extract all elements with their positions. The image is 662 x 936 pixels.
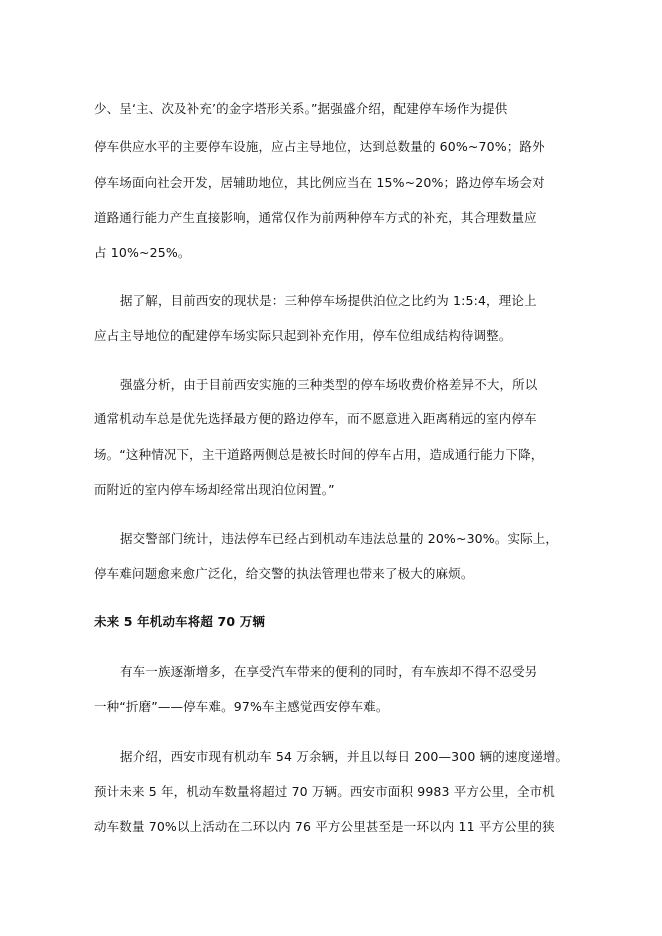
text-line: 强盛分析，由于目前西安实施的三种类型的停车场收费价格差异不大，所以 xyxy=(120,377,538,392)
text-line: 一种“折磨”——停车难。97%车主感觉西安停车难。 xyxy=(94,699,389,714)
text-line: 停车场面向社会开发，居辅助地位，其比例应当在 15%~20%；路边停车场会对 xyxy=(94,175,545,190)
text-line: 动车数量 70%以上活动在二环以内 76 平方公里甚至是一环以内 11 平方公里的狭 xyxy=(94,819,555,834)
text-line: 而附近的室内停车场却经常出现泊位闲置。” xyxy=(94,482,335,497)
text-line: 通常机动车总是优先选择最方便的路边停车，而不愿意进入距离稍远的室内停车 xyxy=(94,411,537,426)
text-line: 有车一族逐渐增多，在享受汽车带来的便利的同时，有车族却不得不忍受另 xyxy=(120,664,538,679)
text-line: 停车难问题愈来愈广泛化，给交警的执法管理也带来了极大的麻烦。 xyxy=(94,566,474,581)
text-line: 少、呈‘主、次及补充’的金字塔形关系。”据强盛介绍，配建停车场作为提供 xyxy=(94,101,508,116)
text-line: 道路通行能力产生直接影响，通常仅作为前两种停车方式的补充，其合理数量应 xyxy=(94,210,537,225)
text-line: 预计未来 5 年，机动车数量将超过 70 万辆。西安市面积 9983 平方公里，全市机 xyxy=(94,784,555,799)
text-line: 停车供应水平的主要停车设施，应占主导地位，达到总数量的 60%~70%；路外 xyxy=(94,139,545,154)
section-heading: 未来 5 年机动车将超 70 万辆 xyxy=(94,614,266,629)
text-line: 占 10%~25%。 xyxy=(94,245,191,260)
text-line: 场。“这种情况下，主干道路两侧总是被长时间的停车占用，造成通行能力下降， xyxy=(94,447,544,462)
text-line: 应占主导地位的配建停车场实际只起到补充作用，停车位组成结构待调整。 xyxy=(94,328,512,343)
text-line: 据交警部门统计，违法停车已经占到机动车违法总量的 20%~30%。实际上， xyxy=(120,531,559,546)
text-line: 据介绍，西安市现有机动车 54 万余辆，并且以每日 200—300 辆的速度递增。 xyxy=(120,749,569,764)
text-line: 据了解，目前西安的现状是：三种停车场提供泊位之比约为 1:5:4，理论上 xyxy=(120,293,537,308)
